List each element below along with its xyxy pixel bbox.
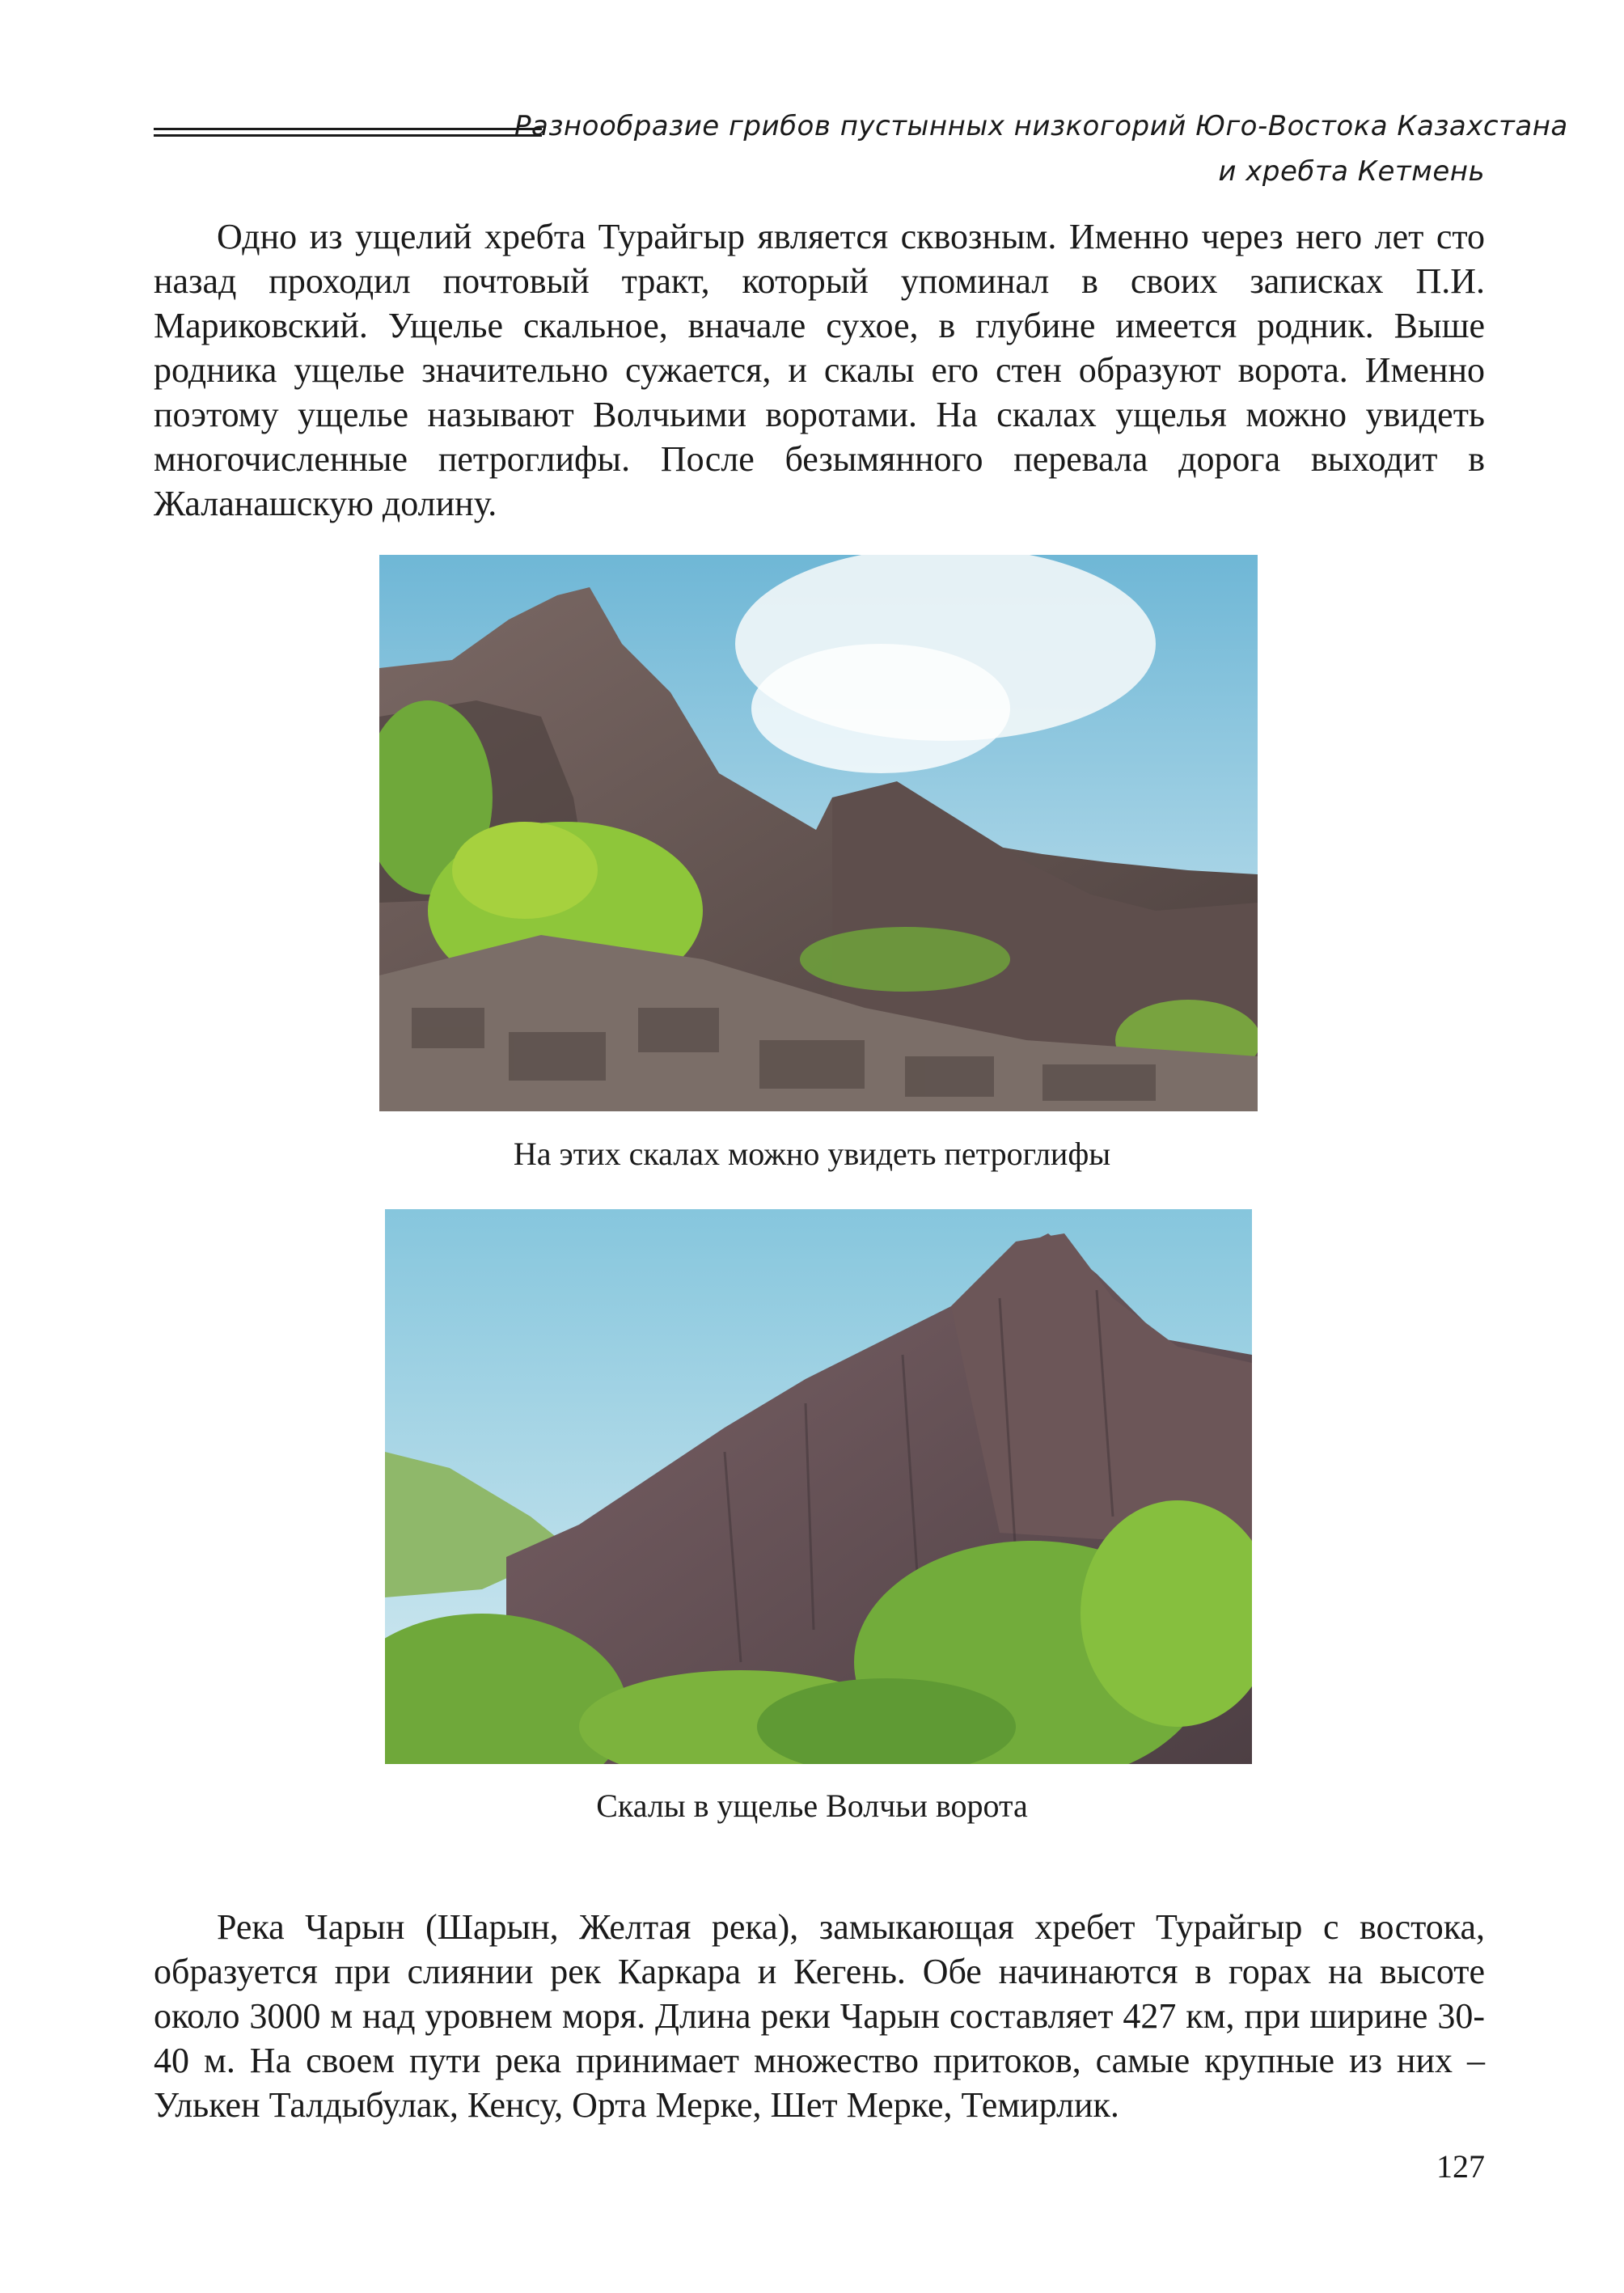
running-header-line-1: Разнообразие грибов пустынных низкогорий Юго-Востока Казахстана <box>514 110 1568 142</box>
body-paragraph-1: Одно из ущелий хребта Турайгыр является сквозным. Именно через него лет сто назад проходил почтовый тракт, который упоминал в своих записках П.И. Мариковский. Ущелье скальное, вначале сухое, в глубине имеется родник. Выше родника ущелье значительно сужается, и скалы его стен образуют ворота. Именно поэтому ущелье называют Волчьими воротами. На скалах ущелья можно увидеть многочисленные петроглифы. После безымянного перевала дорога выходит в Жаланашскую долину. <box>154 217 1485 523</box>
running-header <box>514 104 1568 194</box>
photo-rocks-petroglyphs <box>379 555 1258 1111</box>
landscape-illustration-2 <box>385 1209 1252 1764</box>
page-number: 127 <box>1436 2148 1485 2185</box>
header-rule-bottom <box>154 134 542 137</box>
running-header-line-2: и хребта Кетмень <box>1218 155 1485 188</box>
figure-caption-1: На этих скалах можно увидеть петроглифы <box>513 1136 1111 1172</box>
photo-wolf-gate-gorge <box>385 1209 1252 1764</box>
body-paragraph-2: Река Чарын (Шарын, Желтая река), замыкающая хребет Турайгыр с востока, образуется при слиянии рек Каркара и Кегень. Обе начинаются в горах на высоте около 3000 м над уровнем моря. Длина реки Чарын составляет 427 км, при ширине 30-40 м. На своем пути река принимает множество притоков, самые крупные из них – Улькен Талдыбулак, Кенсу, Орта Мерке, Шет Мерке, Темирлик. <box>154 1907 1485 2125</box>
landscape-illustration-1 <box>379 555 1258 1111</box>
header-rule-top <box>154 128 542 130</box>
figure-caption-2: Скалы в ущелье Волчьи ворота <box>596 1787 1028 1824</box>
